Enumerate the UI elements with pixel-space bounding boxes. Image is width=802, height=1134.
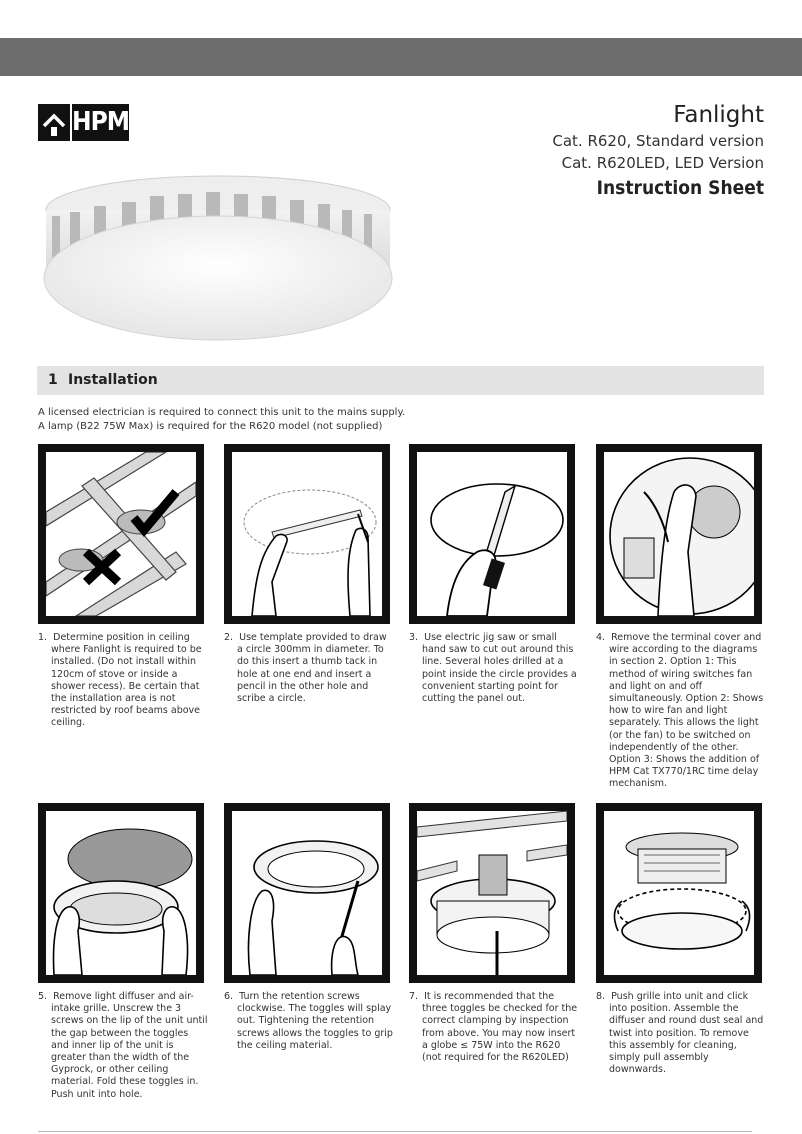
- step-number: 7.: [409, 991, 419, 1002]
- step-number: 4.: [596, 632, 606, 643]
- catalog-led: Cat. R620LED, LED Version: [561, 154, 764, 172]
- figure-step-4: [596, 444, 762, 624]
- step-6: [224, 991, 396, 1052]
- step-number: 5.: [38, 991, 48, 1002]
- figure-step-1: [38, 444, 204, 624]
- ceiling-joists-illustration: [46, 452, 196, 616]
- top-banner: [0, 38, 802, 76]
- step-text: Use electric jig saw or small hand saw to cut out around this line. Several holes drilled at a point inside the circle provides a convenient starting point for cutting the panel out.: [422, 632, 577, 705]
- footer-rule: [38, 1131, 752, 1132]
- product-name: Fanlight: [673, 102, 764, 128]
- step-3: [409, 632, 579, 705]
- step-number: 2.: [224, 632, 234, 643]
- step-number: 6.: [224, 991, 234, 1002]
- wiring-terminal-illustration: [604, 452, 754, 616]
- step-7: [409, 991, 581, 1064]
- figure-step-3: [409, 444, 575, 624]
- figure-step-6: [224, 803, 390, 983]
- fanlight-product-image: [38, 168, 398, 348]
- step-text: Turn the retention screws clockwise. The toggles will splay out. Tightening the retention screws allows the toggles to grip the ceiling material.: [237, 991, 393, 1051]
- step-1: [38, 632, 213, 730]
- step-text: Push grille into unit and click into position. Assemble the diffuser and round dust seal and twist into position. To remove this assembly for cleaning, simply pull assembly downwards.: [609, 991, 764, 1076]
- step-number: 3.: [409, 632, 419, 643]
- catalog-standard: Cat. R620, Standard version: [552, 132, 764, 150]
- figure-step-2: [224, 444, 390, 624]
- step-number: 8.: [596, 991, 606, 1002]
- intro-line-1: A licensed electrician is required to connect this unit to the mains supply.: [38, 407, 406, 418]
- hpm-logo: [38, 104, 127, 141]
- step-text: Use template provided to draw a circle 300mm in diameter. To do this insert a thumb tack in hole at one end and insert a pencil in the other hole and scribe a circle.: [237, 632, 387, 705]
- step-2: [224, 632, 392, 705]
- hand-saw-illustration: [417, 452, 567, 616]
- figure-step-8: [596, 803, 762, 983]
- section-number: 1: [48, 372, 58, 388]
- title-block: [552, 100, 764, 202]
- figure-step-7: [409, 803, 575, 983]
- house-icon: [38, 104, 70, 141]
- step-text: Remove light diffuser and air-intake grille. Unscrew the 3 screws on the lip of the unit until the gap between the toggles and inner lip of the unit is greater than the width of the Gyprock, or other ceiling material. Fold these toggles in. Push unit into hole.: [51, 991, 208, 1100]
- fan-above-ceiling-illustration: [417, 811, 567, 975]
- sheet-title: Instruction Sheet: [596, 177, 764, 199]
- logo-text: HPM: [72, 104, 129, 141]
- step-4: [596, 632, 764, 791]
- figure-step-5: [38, 803, 204, 983]
- step-text: Determine position in ceiling where Fanlight is required to be installed. (Do not install within 120cm of stove or inside a shower recess). Be certain that the installation area is not restricted by roof beams above ceiling.: [51, 632, 202, 729]
- step-5: [38, 991, 208, 1101]
- section-header: [37, 366, 764, 395]
- intro-line-2: A lamp (B22 75W Max) is required for the R620 model (not supplied): [38, 421, 383, 432]
- grille-diffuser-illustration: [604, 811, 754, 975]
- step-text: It is recommended that the three toggles be checked for the correct clamping by inspection from above. You may now insert a globe ≤ 75W into the R620 (not required for the R620LED): [422, 991, 578, 1064]
- step-number: 1.: [38, 632, 48, 643]
- section-title: Installation: [68, 372, 158, 388]
- intro-text: [38, 406, 405, 434]
- retention-screws-illustration: [232, 811, 382, 975]
- step-text: Remove the terminal cover and wire according to the diagrams in section 2. Option 1: This method of wiring switches fan and light on and off simultaneously. Option 2: Shows how to wire fan and light separately. This allows the light (or the fan) to be switched on independently of the other. Option 3: Shows the addition of HPM Cat TX770/1RC time delay mechanism.: [609, 632, 764, 790]
- remove-diffuser-illustration: [46, 811, 196, 975]
- template-scribe-illustration: [232, 452, 382, 616]
- step-8: [596, 991, 768, 1076]
